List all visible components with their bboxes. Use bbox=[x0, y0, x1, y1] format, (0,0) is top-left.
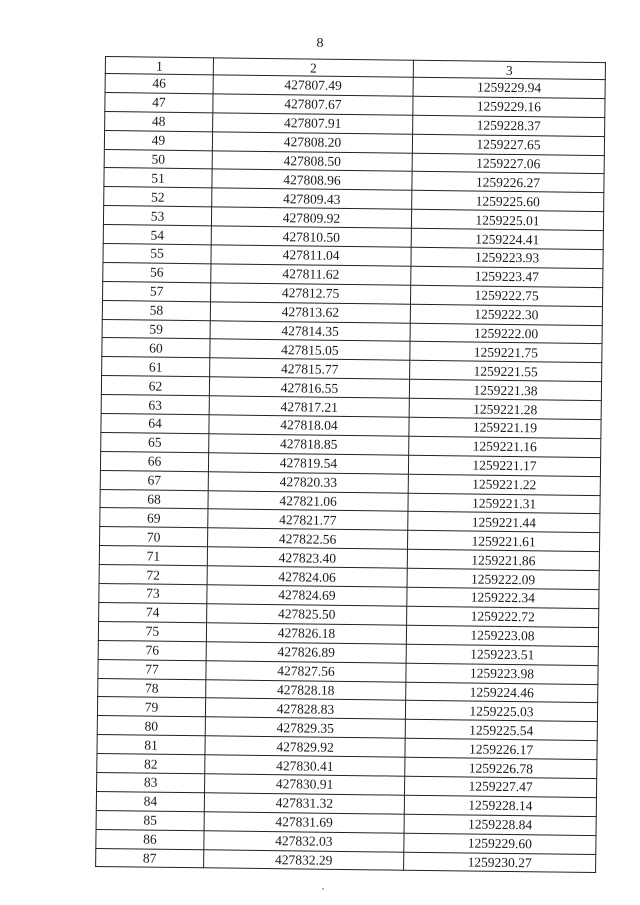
point-number-cell: 87 bbox=[96, 848, 204, 868]
y-coordinate-cell: 1259221.17 bbox=[408, 455, 600, 476]
x-coordinate-cell: 427817.21 bbox=[209, 396, 409, 417]
y-coordinate-cell: 1259224.46 bbox=[406, 682, 598, 703]
point-number-cell: 56 bbox=[103, 262, 211, 282]
y-coordinate-cell: 1259221.16 bbox=[409, 436, 601, 457]
x-coordinate-cell: 427811.04 bbox=[211, 245, 411, 266]
y-coordinate-cell: 1259221.31 bbox=[408, 493, 600, 514]
y-coordinate-cell: 1259229.16 bbox=[413, 96, 605, 117]
point-number-cell: 47 bbox=[105, 92, 213, 112]
x-coordinate-cell: 427807.67 bbox=[213, 94, 413, 115]
point-number-cell: 62 bbox=[101, 376, 209, 396]
y-coordinate-cell: 1259221.38 bbox=[409, 379, 601, 400]
y-coordinate-cell: 1259223.47 bbox=[411, 266, 603, 287]
point-number-cell: 57 bbox=[103, 281, 211, 301]
x-coordinate-cell: 427808.50 bbox=[212, 150, 412, 171]
point-number-cell: 79 bbox=[97, 697, 205, 717]
x-coordinate-cell: 427821.77 bbox=[208, 509, 408, 530]
y-coordinate-cell: 1259221.22 bbox=[408, 474, 600, 495]
x-coordinate-cell: 427815.77 bbox=[210, 358, 410, 379]
x-coordinate-cell: 427821.06 bbox=[208, 490, 408, 511]
y-coordinate-cell: 1259225.03 bbox=[405, 701, 597, 722]
y-coordinate-cell: 1259227.06 bbox=[412, 153, 604, 174]
x-coordinate-cell: 427832.03 bbox=[204, 830, 404, 851]
x-coordinate-cell: 427830.91 bbox=[205, 774, 405, 795]
x-coordinate-cell: 427808.96 bbox=[212, 169, 412, 190]
point-number-cell: 58 bbox=[102, 300, 210, 320]
point-number-cell: 81 bbox=[97, 735, 205, 755]
x-coordinate-cell: 427830.41 bbox=[205, 755, 405, 776]
point-number-cell: 78 bbox=[98, 678, 206, 698]
x-coordinate-cell: 427816.55 bbox=[209, 377, 409, 398]
x-coordinate-cell: 427822.56 bbox=[208, 528, 408, 549]
column-header-2: 2 bbox=[213, 58, 413, 77]
page-number: 8 bbox=[316, 36, 324, 51]
x-coordinate-cell: 427815.05 bbox=[210, 339, 410, 360]
point-number-cell: 69 bbox=[100, 508, 208, 528]
point-number-cell: 61 bbox=[102, 357, 210, 377]
point-number-cell: 86 bbox=[96, 829, 204, 849]
x-coordinate-cell: 427832.29 bbox=[204, 849, 404, 870]
point-number-cell: 63 bbox=[101, 395, 209, 415]
y-coordinate-cell: 1259226.27 bbox=[412, 172, 604, 193]
point-number-cell: 60 bbox=[102, 338, 210, 358]
y-coordinate-cell: 1259222.34 bbox=[407, 587, 599, 608]
point-number-cell: 77 bbox=[98, 659, 206, 679]
y-coordinate-cell: 1259222.72 bbox=[407, 606, 599, 627]
point-number-cell: 53 bbox=[103, 206, 211, 226]
x-coordinate-cell: 427826.18 bbox=[206, 623, 406, 644]
y-coordinate-cell: 1259221.86 bbox=[407, 549, 599, 570]
y-coordinate-cell: 1259222.09 bbox=[407, 568, 599, 589]
x-coordinate-cell: 427807.49 bbox=[213, 75, 413, 96]
x-coordinate-cell: 427814.35 bbox=[210, 320, 410, 341]
x-coordinate-cell: 427819.54 bbox=[208, 453, 408, 474]
y-coordinate-cell: 1259228.84 bbox=[404, 814, 596, 835]
point-number-cell: 71 bbox=[99, 546, 207, 566]
point-number-cell: 64 bbox=[101, 414, 209, 434]
x-coordinate-cell: 427828.18 bbox=[206, 679, 406, 700]
x-coordinate-cell: 427809.92 bbox=[211, 207, 411, 228]
point-number-cell: 49 bbox=[104, 130, 212, 150]
point-number-cell: 59 bbox=[102, 319, 210, 339]
y-coordinate-cell: 1259221.19 bbox=[409, 417, 601, 438]
y-coordinate-cell: 1259230.27 bbox=[404, 852, 596, 873]
y-coordinate-cell: 1259226.78 bbox=[405, 757, 597, 778]
point-number-cell: 85 bbox=[96, 810, 204, 830]
y-coordinate-cell: 1259225.54 bbox=[405, 720, 597, 741]
point-number-cell: 76 bbox=[98, 640, 206, 660]
scan-speck bbox=[322, 888, 324, 890]
x-coordinate-cell: 427829.92 bbox=[205, 736, 405, 757]
x-coordinate-cell: 427825.50 bbox=[207, 604, 407, 625]
point-number-cell: 73 bbox=[99, 584, 207, 604]
point-number-cell: 54 bbox=[103, 225, 211, 245]
point-number-cell: 74 bbox=[99, 602, 207, 622]
point-number-cell: 83 bbox=[97, 772, 205, 792]
point-number-cell: 50 bbox=[104, 149, 212, 169]
y-coordinate-cell: 1259227.65 bbox=[412, 134, 604, 155]
point-number-cell: 65 bbox=[101, 432, 209, 452]
point-number-cell: 82 bbox=[97, 754, 205, 774]
y-coordinate-cell: 1259223.93 bbox=[411, 247, 603, 268]
x-coordinate-cell: 427812.75 bbox=[211, 283, 411, 304]
point-number-cell: 48 bbox=[105, 111, 213, 131]
y-coordinate-cell: 1259222.00 bbox=[410, 323, 602, 344]
point-number-cell: 72 bbox=[99, 565, 207, 585]
y-coordinate-cell: 1259226.17 bbox=[405, 738, 597, 759]
point-number-cell: 84 bbox=[96, 791, 204, 811]
x-coordinate-cell: 427828.83 bbox=[205, 698, 405, 719]
x-coordinate-cell: 427809.43 bbox=[212, 188, 412, 209]
x-coordinate-cell: 427829.35 bbox=[205, 717, 405, 738]
point-number-cell: 68 bbox=[100, 489, 208, 509]
x-coordinate-cell: 427820.33 bbox=[208, 471, 408, 492]
y-coordinate-cell: 1259229.94 bbox=[413, 77, 605, 98]
coordinates-table-wrapper bbox=[95, 56, 605, 873]
x-coordinate-cell: 427808.20 bbox=[212, 131, 412, 152]
point-number-cell: 80 bbox=[97, 716, 205, 736]
point-number-cell: 46 bbox=[105, 74, 213, 94]
point-number-cell: 52 bbox=[104, 187, 212, 207]
x-coordinate-cell: 427831.32 bbox=[204, 793, 404, 814]
y-coordinate-cell: 1259223.98 bbox=[406, 663, 598, 684]
table-body bbox=[96, 74, 606, 873]
y-coordinate-cell: 1259221.44 bbox=[408, 512, 600, 533]
point-number-cell: 55 bbox=[103, 244, 211, 264]
column-header-1: 1 bbox=[105, 57, 213, 75]
x-coordinate-cell: 427831.69 bbox=[204, 812, 404, 833]
point-number-cell: 70 bbox=[100, 527, 208, 547]
x-coordinate-cell: 427810.50 bbox=[211, 226, 411, 247]
x-coordinate-cell: 427818.04 bbox=[209, 415, 409, 436]
x-coordinate-cell: 427813.62 bbox=[210, 301, 410, 322]
y-coordinate-cell: 1259221.75 bbox=[410, 342, 602, 363]
x-coordinate-cell: 427824.06 bbox=[207, 566, 407, 587]
x-coordinate-cell: 427826.89 bbox=[206, 642, 406, 663]
y-coordinate-cell: 1259228.14 bbox=[404, 795, 596, 816]
y-coordinate-cell: 1259222.75 bbox=[410, 285, 602, 306]
y-coordinate-cell: 1259223.08 bbox=[406, 625, 598, 646]
x-coordinate-cell: 427811.62 bbox=[211, 264, 411, 285]
y-coordinate-cell: 1259225.60 bbox=[412, 191, 604, 212]
point-number-cell: 66 bbox=[100, 451, 208, 471]
x-coordinate-cell: 427823.40 bbox=[207, 547, 407, 568]
y-coordinate-cell: 1259221.61 bbox=[407, 531, 599, 552]
column-header-3: 3 bbox=[413, 60, 605, 79]
y-coordinate-cell: 1259223.51 bbox=[406, 644, 598, 665]
y-coordinate-cell: 1259221.55 bbox=[410, 361, 602, 382]
y-coordinate-cell: 1259228.37 bbox=[413, 115, 605, 136]
x-coordinate-cell: 427818.85 bbox=[209, 434, 409, 455]
x-coordinate-cell: 427807.91 bbox=[213, 113, 413, 134]
y-coordinate-cell: 1259221.28 bbox=[409, 398, 601, 419]
y-coordinate-cell: 1259224.41 bbox=[411, 228, 603, 249]
x-coordinate-cell: 427824.69 bbox=[207, 585, 407, 606]
point-number-cell: 75 bbox=[98, 621, 206, 641]
coordinates-table bbox=[95, 56, 606, 873]
point-number-cell: 67 bbox=[100, 470, 208, 490]
x-coordinate-cell: 427827.56 bbox=[206, 660, 406, 681]
point-number-cell: 51 bbox=[104, 168, 212, 188]
y-coordinate-cell: 1259227.47 bbox=[404, 776, 596, 797]
y-coordinate-cell: 1259229.60 bbox=[404, 833, 596, 854]
y-coordinate-cell: 1259222.30 bbox=[410, 304, 602, 325]
y-coordinate-cell: 1259225.01 bbox=[411, 209, 603, 230]
